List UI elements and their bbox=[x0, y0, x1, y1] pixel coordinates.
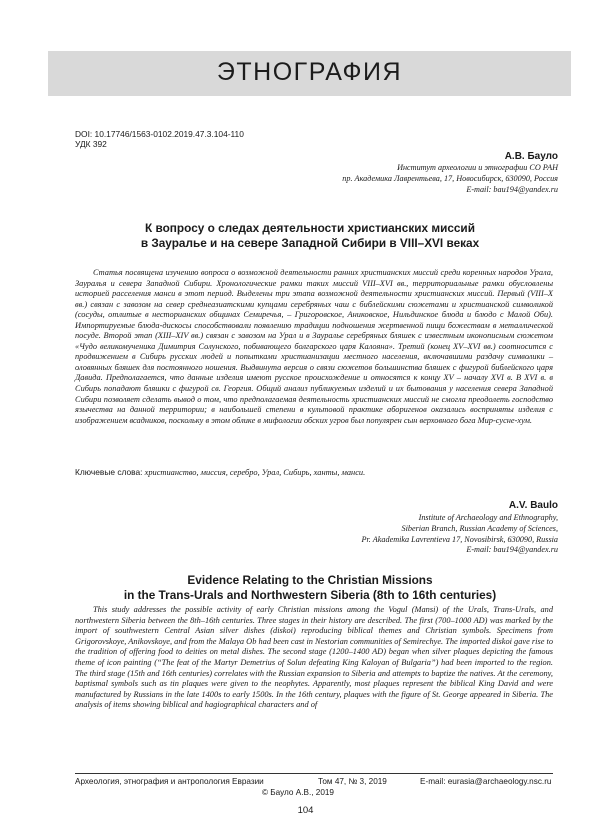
keywords bbox=[75, 467, 365, 477]
section-title: ЭТНОГРАФИЯ bbox=[216, 58, 403, 86]
affiliation-line: E-mail: bau194@yandex.ru bbox=[466, 545, 558, 555]
affiliation-line: Siberian Branch, Russian Academy of Sciences, bbox=[401, 523, 558, 533]
journal-email: E-mail: eurasia@archaeology.nsc.ru bbox=[420, 777, 552, 786]
copyright: © Бауло А.В., 2019 bbox=[262, 788, 334, 797]
page-number: 104 bbox=[297, 805, 314, 816]
journal-name: Археология, этнография и антропология Евразии bbox=[75, 777, 264, 786]
affiliation-en bbox=[362, 513, 558, 556]
keywords-text: христианство, миссия, серебро, Урал, Сибирь, ханты, манси. bbox=[144, 468, 366, 477]
abstract-ru: Статья посвящена изучению вопроса о возможной деятельности ранних христианских миссий среди коренных народов Урала, Зауралья и севера Западной Сибири. Хронологические рамки таких миссий VIII–XVI вв., территориальные рамки обусловлены историей расселения манси в этот период. Выделены три этапа возможной деятельности христианских миссий. Первый (VIII–X вв.) связан с завозом на север среднеазиатскими купцами серебряных чаш с библейскими сюжетами и христианской символикой (сосуды, отлитые в несторианских общинах Семиречья, – Григоровское, Аниковское, Нильдинское блюда и блюдо с Малой Оби). Импортируемые блюда-дискосы способствовали появлению традиции подношения жертвенной пищи божествам в металлической посуде. Второй этап (XIII–XIV вв.) связан с завозом на Урал и в Зауралье серебряных бляшек с известным иконописным сюжетом «Чудо великомученика Димитрия Солунского, побивающего болгарского царя Калояна». Третий (конец XV–XVI вв.) соотносится с продвижением в Сибирь русских людей и попытками христианизации местного населения, включавшими раздачу символики – оловянных бляшек для постоянного ношения. Выдвинута версия о связи сюжетов большинства бляшек с фигурой библейского царя Давида. Предполагается, что данные изделия имеют русское происхождение и относятся к концу XV – началу XVI в. В XVI в. в Сибирь попадают бляшки с фигурой св. Георгия. Общий анализ публикуемых изделий и их бытования у населения севера Западной Сибири позволяет сделать вывод о том, что предполагаемая деятельность христианских миссий не смогла преодолеть господство язычества на данной территории; в наибольшей степени в культовой практике аборигенов оказались восприняты изделия с изображением всадников, поскольку в этом облике в мифологии обских угров был популярен сын верховного бога Мир-сусне-хум. bbox=[75, 268, 553, 425]
journal-volume: Том 47, № 3, 2019 bbox=[318, 777, 387, 786]
affiliation-line: Institute of Archaeology and Ethnography, bbox=[418, 513, 558, 522]
keywords-label: Ключевые слова: bbox=[75, 467, 143, 477]
article-title-ru bbox=[60, 221, 560, 251]
affiliation-ru bbox=[342, 163, 558, 195]
title-line: в Зауралье и на севере Западной Сибири в VIII–XVI веках bbox=[140, 236, 480, 250]
footer-divider bbox=[75, 773, 553, 774]
affiliation-line: Институт археологии и этнографии СО РАН bbox=[397, 163, 558, 172]
abstract-en: This study addresses the possible activity of early Christian missions among the Vogul (Mansi) of the Urals, Trans-Urals, and northwestern Siberia between the 8th–16th centuries. Three stages in their history are described. The first (700–1000 AD) was marked by the import of southwestern Central Asian silver dishes (diskoi) reproducing biblical themes and Christian symbols. Specimens from Grigorovskoye, Anikovskoye, and from the Malaya Ob had been cast in Nestorian communities of Semirechye. The imported diskoi gave rise to the tradition of offering food to deities on metal dishes. The second stage (1200–1400 AD) began when silver plaques depicting the famous theme of icon painting (“The feat of the Martyr Demetrius of Solun defeating King Kaloyan of Bulgaria”) had been imported to the region. The third stage (15th and 16th centuries) correlates with the Russian expansion to Siberia and attempts to baptize the natives. At the ceremony, baptismal symbols such as tin plaques were given to the neophytes. Apparently, most plaques represent the biblical King David and were manufactured by Russians in the late 1400s to early 1500s. In the 16th century, plaques with the figure of St. George appeared in Siberia. The analysis of items showing biblical and hagiographical characters and of bbox=[75, 605, 553, 710]
section-banner bbox=[48, 51, 571, 96]
article-title-en bbox=[60, 573, 560, 603]
author-en: A.V. Baulo bbox=[508, 500, 558, 511]
author-ru: А.В. Бауло bbox=[504, 151, 558, 162]
doi: DOI: 10.17746/1563-0102.2019.47.3.104-110 bbox=[75, 129, 244, 139]
udk: УДК 392 bbox=[75, 139, 107, 149]
affiliation-line: E-mail: bau194@yandex.ru bbox=[466, 184, 558, 194]
title-line: Evidence Relating to the Christian Missions bbox=[187, 573, 433, 587]
title-line: in the Trans-Urals and Northwestern Siberia (8th to 16th centuries) bbox=[123, 588, 497, 602]
affiliation-line: пр. Академика Лаврентьева, 17, Новосибирск, 630090, Россия bbox=[342, 173, 558, 183]
title-line: К вопросу о следах деятельности христианских миссий bbox=[145, 221, 475, 235]
affiliation-line: Pr. Akademika Lavrentieva 17, Novosibirsk, 630090, Russia bbox=[361, 534, 558, 544]
